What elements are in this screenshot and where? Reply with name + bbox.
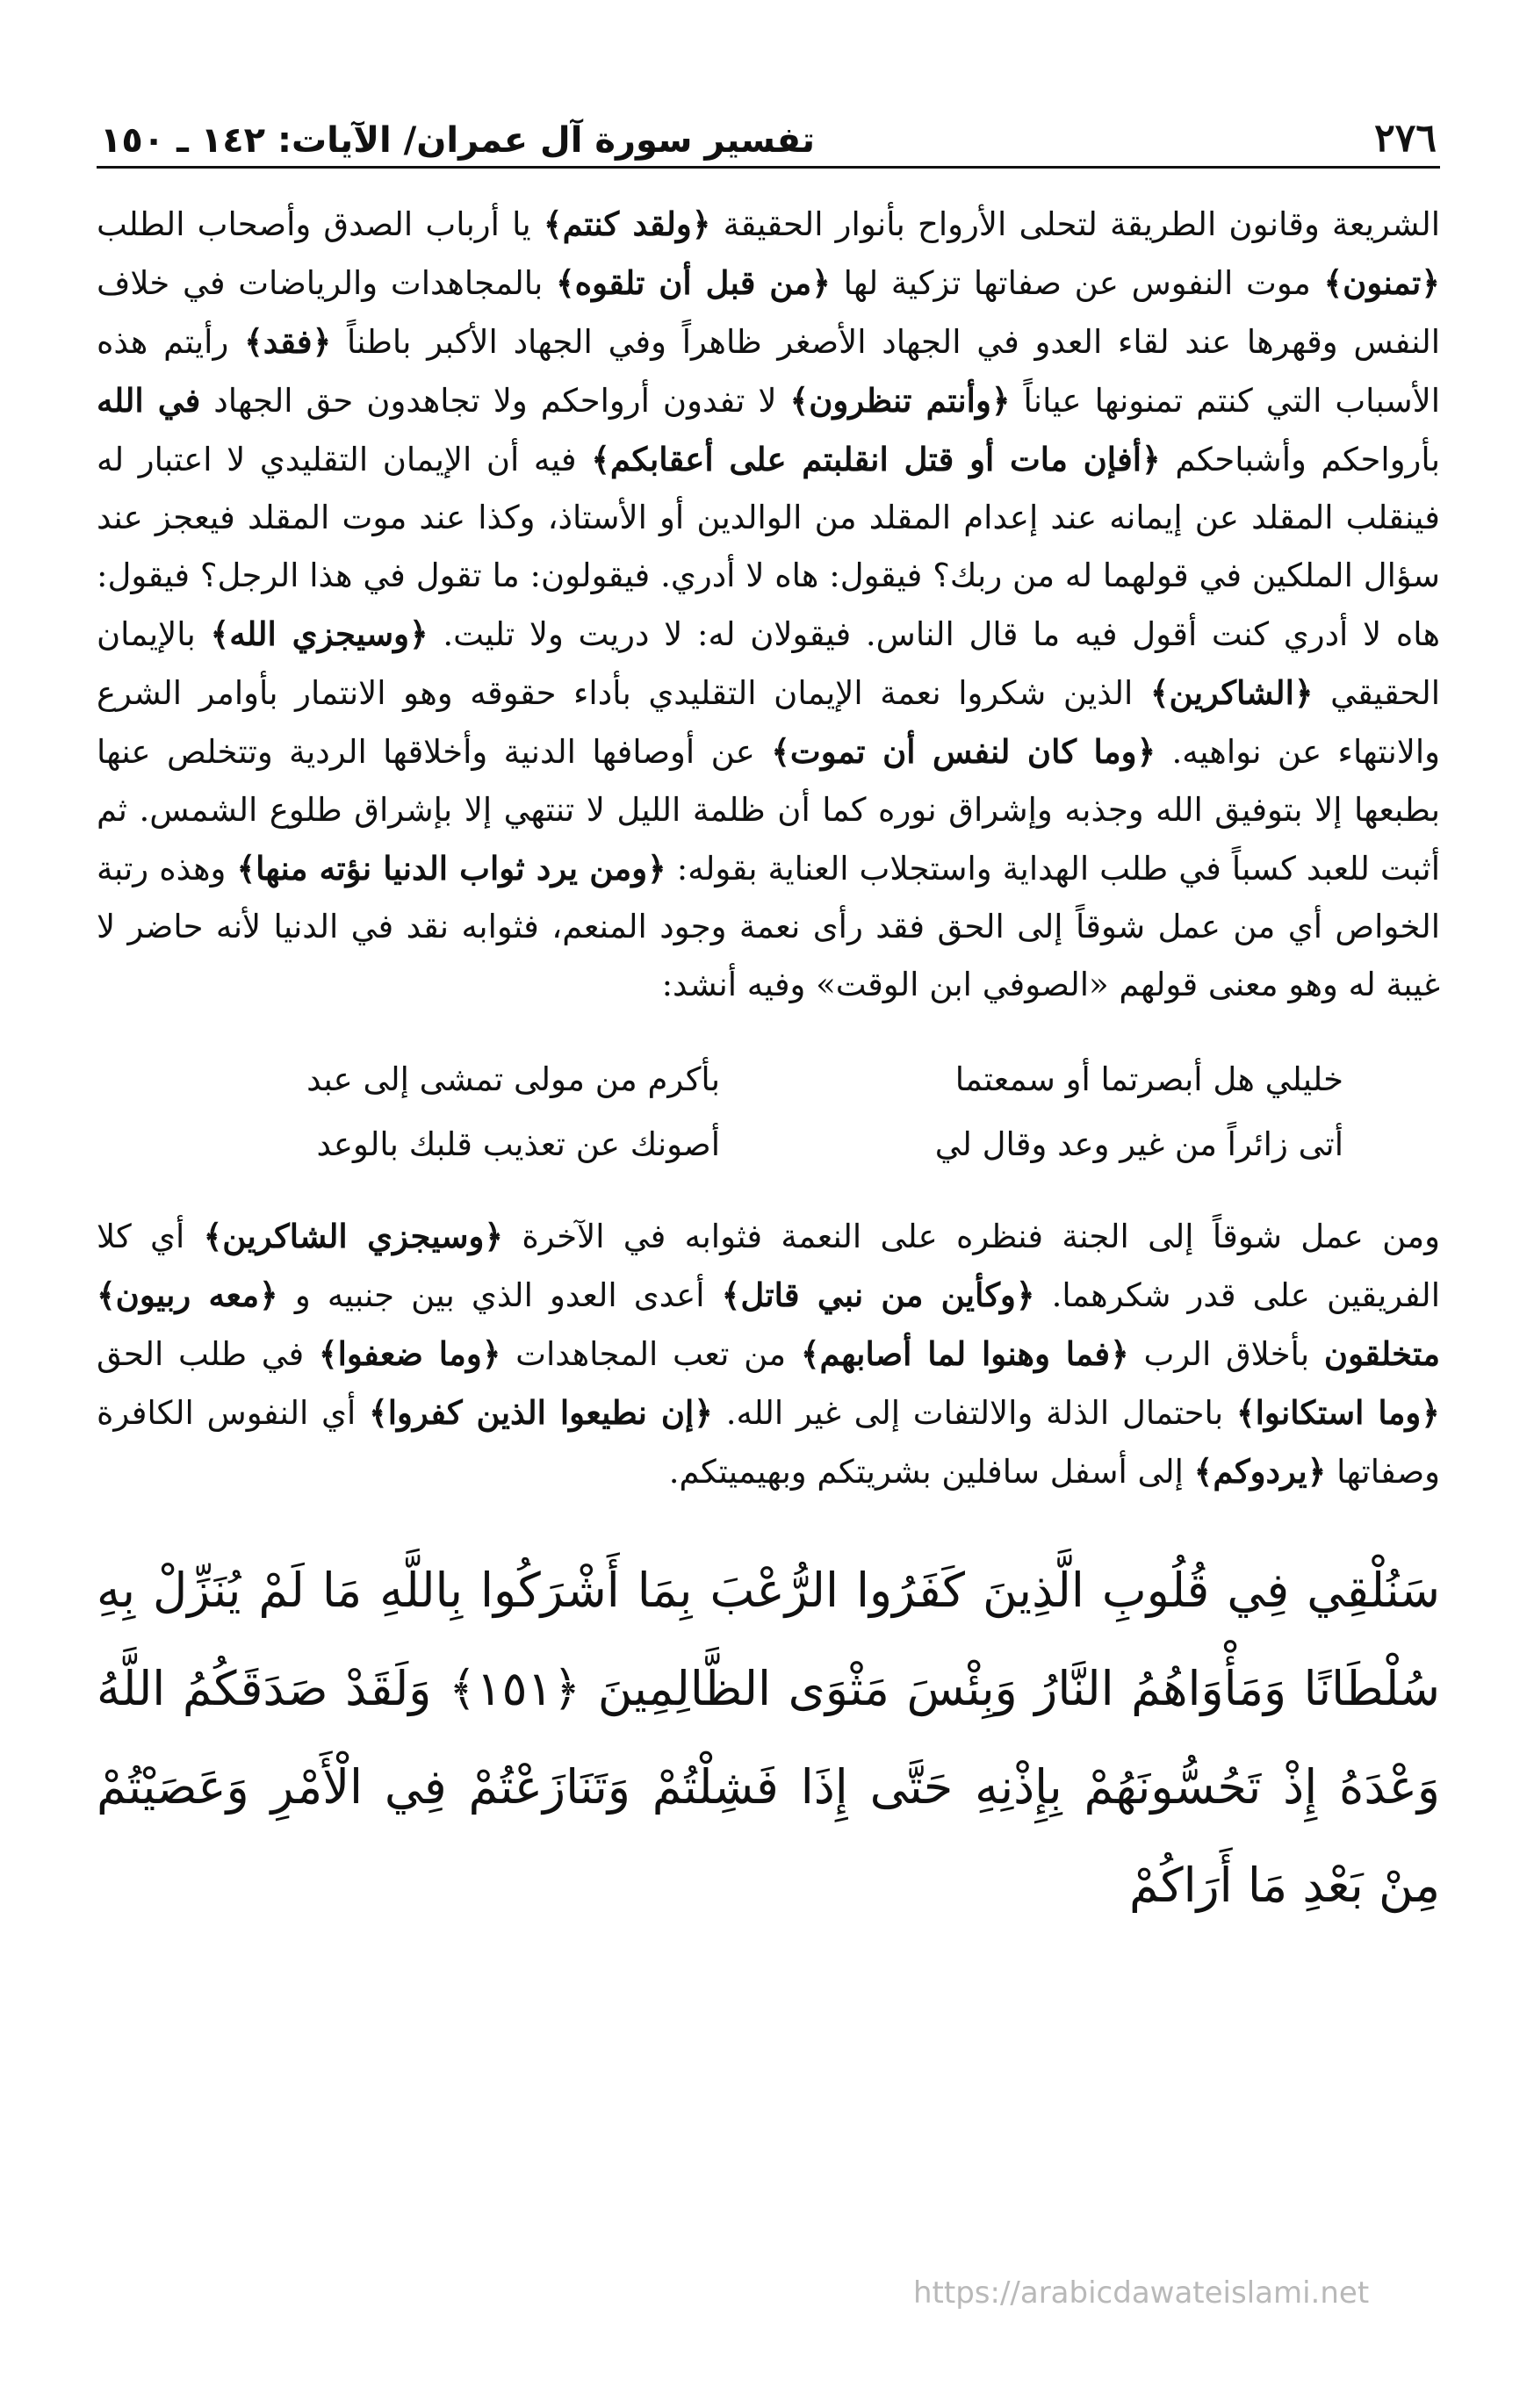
quranic-quote: ﴿ولقد كنتم﴾ — [543, 205, 711, 243]
watermark-url: https://arabicdawateislami.net — [913, 2275, 1370, 2311]
running-title: تفسير سورة آل عمران/ الآيات: ١٤٢ ـ ١٥٠ — [100, 120, 816, 161]
quranic-quote: ﴿فقد﴾ — [244, 322, 332, 361]
text-span: يا أرباب الصدق وأصحاب الطلب — [97, 205, 544, 243]
quran-verse-block: سَنُلْقِي فِي قُلُوبِ الَّذِينَ كَفَرُوا الرُّعْبَ بِمَا أَشْرَكُوا بِاللَّهِ مَا لَمْ يُنَزِّلْ بِهِ سُلْطَانًا وَمَأْوَاهُمُ النَّارُ وَبِئْسَ مَثْوَى الظَّالِمِينَ ﴿١٥١﴾ وَلَقَدْ صَدَقَكُمُ اللَّهُ وَعْدَهُ إِذْ تَحُسُّونَهُمْ بِإِذْنِهِ حَتَّى إِذَا فَشِلْتُمْ وَتَنَازَعْتُمْ فِي الْأَمْرِ وَعَصَيْتُمْ مِنْ بَعْدِ مَا أَرَاكُمْ — [97, 1563, 1440, 1913]
paragraph-2 — [97, 1207, 1440, 1501]
text-span: أي كلا الفريقين على قدر شكرهما. — [97, 1218, 1440, 1314]
quranic-quote: ﴿وما استكانوا﴾ — [1235, 1393, 1440, 1432]
quranic-quote: ﴿وكأين من نبي قاتل﴾ — [721, 1276, 1035, 1314]
quranic-quote: ﴿ومن يرد ثواب الدنيا نؤته منها﴾ — [236, 849, 666, 888]
text-span: أي النفوس الكافرة وصفاتها — [97, 1394, 1440, 1491]
text-span: بالإيمان الحقيقي — [97, 615, 1440, 712]
text-span: فيه أن الإيمان التقليدي لا اعتبار له فينقلب المقلد عن إيمانه عند إعدام المقلد من الوالدين أو الأستاذ، وكذا عند موت المقلد فيعجز عند سؤال الملكين في قولهما له من ربك؟ فيقول: هاه لا أدري. فيقولون: ما تقول في هذا الرجل؟ فيقول: هاه لا أدري كنت أقول فيه ما قال الناس. فيقولان له: لا دريت ولا تليت. — [97, 441, 1440, 653]
quranic-quote: ﴿إن نطيعوا الذين كفروا﴾ — [369, 1393, 713, 1432]
text-span: ومن عمل شوقاً إلى الجنة فنظره على النعمة فثوابه في الآخرة — [503, 1218, 1440, 1255]
quranic-quote: متخلقون — [1323, 1334, 1441, 1373]
hemistich-left: بأكرم من مولى تمشى إلى عبد — [306, 1060, 720, 1098]
page-number: ٢٧٦ — [1374, 116, 1437, 161]
quranic-quote: ﴿وسيجزي الله﴾ — [210, 615, 429, 653]
quranic-quote: ﴿يردوكم﴾ — [1193, 1452, 1327, 1491]
quranic-quote: ﴿فما وهنوا لما أصابهم﴾ — [800, 1334, 1129, 1373]
text-span: باحتمال الذلة والالتفات إلى غير الله. — [712, 1394, 1236, 1432]
hemistich-right: أتى زائراً من غير وعد وقال لي — [934, 1125, 1343, 1163]
hemistich-left: أصونك عن تعذيب قلبك بالوعد — [316, 1125, 720, 1163]
text-span: بأرواحكم وأشباحكم — [1160, 441, 1440, 478]
quranic-quote: ﴿وما ضعفوا﴾ — [318, 1334, 501, 1373]
commentary-text — [97, 195, 1440, 1501]
text-span: لا تفدون أرواحكم ولا تجاهدون حق الجهاد — [200, 382, 790, 420]
text-span: الشريعة وقانون الطريقة لتحلى الأرواح بأنوار الحقيقة — [710, 205, 1440, 243]
text-span: موت النفوس عن صفاتها تزكية لها — [830, 264, 1324, 302]
text-span: بالمجاهدات والرياضات في خلاف النفس وقهرها عند لقاء العدو في الجهاد الأصغر ظاهراً وفي الجهاد الأكبر باطناً — [97, 264, 1440, 361]
quranic-quote: ﴿معه ربيون﴾ — [97, 1276, 278, 1314]
quranic-quote: في الله — [97, 381, 201, 420]
quranic-quote: ﴿تمنون﴾ — [1323, 263, 1440, 302]
page-header — [97, 105, 1440, 169]
text-span: من تعب المجاهدات — [501, 1335, 801, 1373]
text-span: وهذه رتبة الخواص أي من عمل شوقاً إلى الحق فقد رأى نعمة وجود المنعم، فثوابه نقد في الدنيا لأنه حاضر لا غيبة له وهو معنى قولهم «الصوفي ابن الوقت» وفيه أنشد: — [97, 850, 1440, 1003]
paragraph-1 — [97, 195, 1440, 1014]
book-page — [97, 105, 1440, 2353]
quranic-quote: ﴿وأنتم تنظرون﴾ — [789, 381, 1011, 420]
quranic-quote: ﴿الشاكرين﴾ — [1149, 673, 1314, 712]
verse-row — [97, 1112, 1440, 1177]
text-span: عن أوصافها الدنية وأخلاقها الردية وتتخلص عنها بطبعها إلا بتوفيق الله وجذبه وإشراق نوره كما أن ظلمة الليل لا تنتهي إلا بإشراق طلوع الشمس. ثم أثبت للعبد كسباً في طلب الهداية واستجلاب العناية بقوله: — [97, 733, 1440, 888]
text-span: الذين شكروا نعمة الإيمان التقليدي بأداء حقوقه وهو الانتمار بأوامر الشرع والانتهاء عن نواهيه. — [97, 674, 1440, 771]
hemistich-right: خليلي هل أبصرتما أو سمعتما — [954, 1060, 1343, 1098]
quranic-quote: ﴿وسيجزي الشاكرين﴾ — [203, 1217, 504, 1255]
text-span: بأخلاق الرب — [1128, 1335, 1324, 1373]
text-span: في طلب الحق — [97, 1335, 319, 1373]
text-span: رأيتم هذه الأسباب التي كنتم تمنونها عياناً — [97, 323, 1441, 420]
text-span: إلى أسفل سافلين بشريتكم وبهيميتكم. — [668, 1453, 1194, 1491]
quranic-quote: ﴿أفإن مات أو قتل انقلبتم على أعقابكم﴾ — [591, 440, 1161, 478]
quranic-quote: ﴿وما كان لنفس أن تموت﴾ — [771, 732, 1156, 771]
verse-row — [97, 1047, 1440, 1112]
quranic-quote: ﴿من قبل أن تلقوه﴾ — [556, 263, 831, 302]
text-span: أعدى العدو الذي بين جنبيه و — [277, 1276, 722, 1314]
poem — [97, 1047, 1440, 1177]
